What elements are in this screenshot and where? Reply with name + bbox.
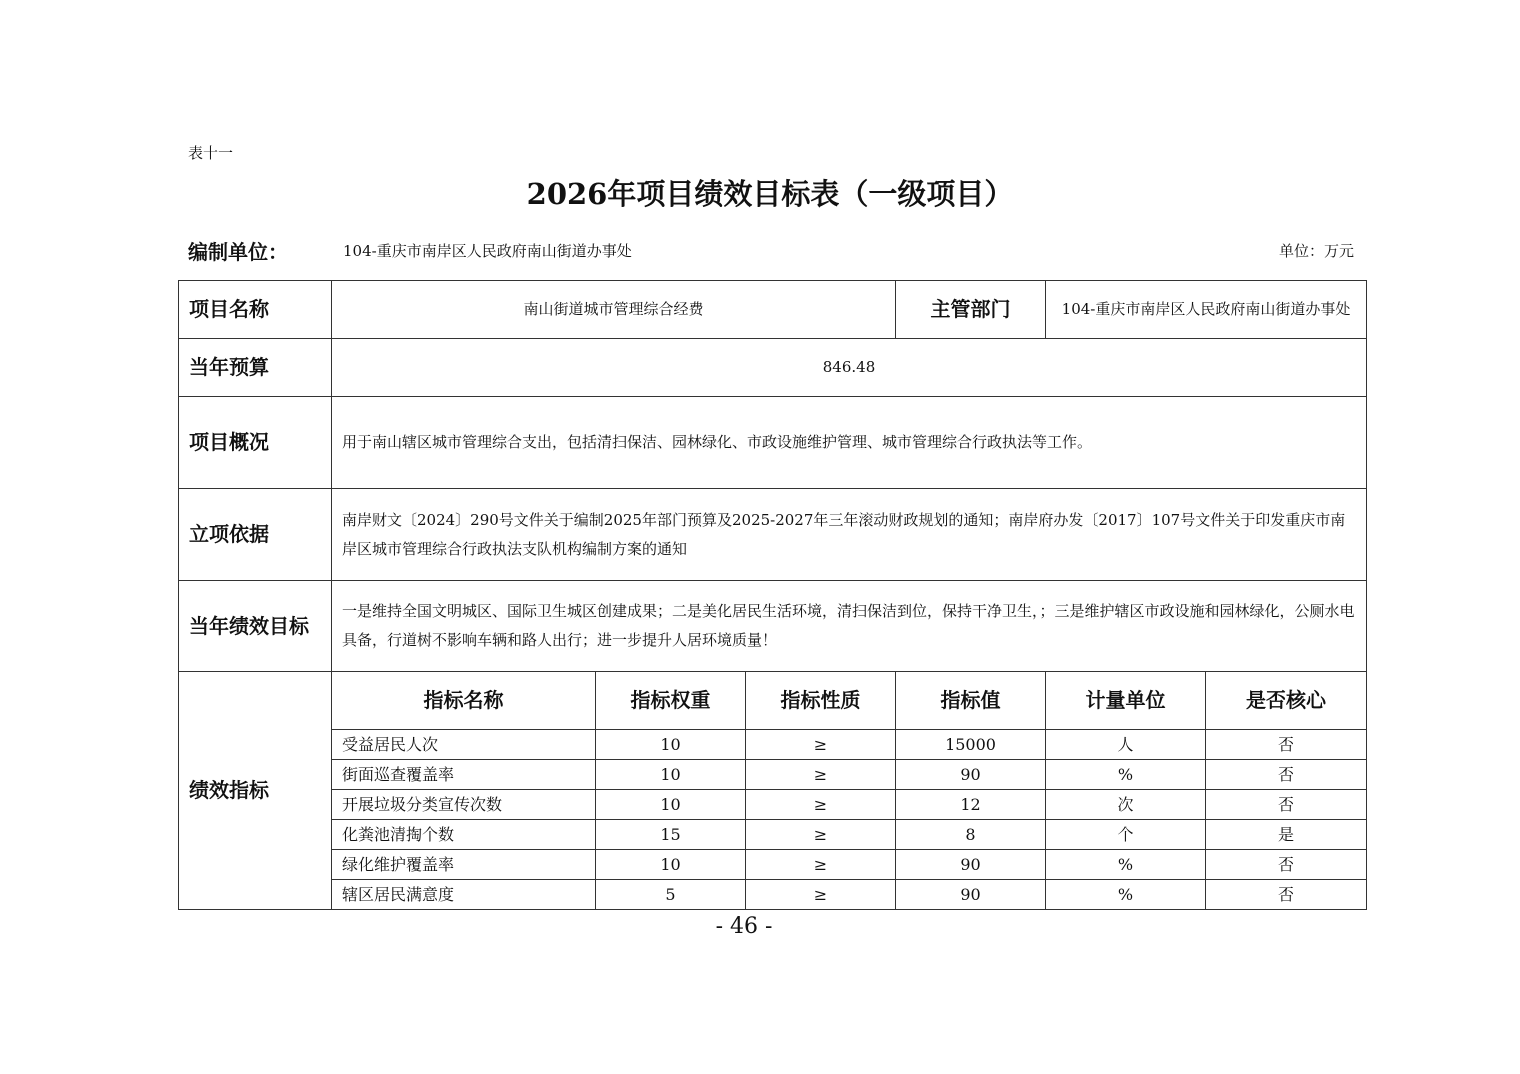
goal-label: 当年绩效目标 [179, 581, 332, 672]
indicator-cell: 90 [896, 850, 1046, 880]
indicator-cell: 个 [1046, 820, 1206, 850]
indicator-cell: 是 [1206, 820, 1367, 850]
indicator-cell: 90 [896, 760, 1046, 790]
indicator-cell: ≥ [746, 760, 896, 790]
indicator-row [179, 790, 1367, 820]
indicator-cell: 辖区居民满意度 [332, 880, 596, 910]
goal-value: 一是维持全国文明城区、国际卫生城区创建成果；二是美化居民生活环境，清扫保洁到位，保持干净卫生，；三是维护辖区市政设施和园林绿化，公厕水电具备，行道树不影响车辆和路人出行；进一步提升人居环境质量！ [332, 581, 1367, 672]
indicator-cell: % [1046, 850, 1206, 880]
indicator-cell: 90 [896, 880, 1046, 910]
indicator-cell: ≥ [746, 730, 896, 760]
project-name-label: 项目名称 [179, 281, 332, 339]
performance-table [178, 280, 1367, 910]
money-unit: 单位：万元 [1278, 242, 1354, 260]
dept-value: 104-重庆市南岸区人民政府南山街道办事处 [1046, 281, 1367, 339]
indicators-label: 绩效指标 [179, 672, 332, 910]
indicator-row [179, 760, 1367, 790]
indicator-cell: 否 [1206, 760, 1367, 790]
indicator-cell: 15 [596, 820, 746, 850]
indicator-cell: 10 [596, 850, 746, 880]
indicator-cell: ≥ [746, 850, 896, 880]
indicator-row [179, 730, 1367, 760]
indicator-header: 计量单位 [1046, 672, 1206, 730]
indicator-cell: 人 [1046, 730, 1206, 760]
table-number-label: 表十一 [188, 144, 234, 162]
indicator-cell: 否 [1206, 850, 1367, 880]
indicator-cell: 5 [596, 880, 746, 910]
indicator-cell: 10 [596, 790, 746, 820]
basis-label: 立项依据 [179, 489, 332, 581]
indicator-header: 指标性质 [746, 672, 896, 730]
project-name: 南山街道城市管理综合经费 [332, 281, 896, 339]
indicator-cell: 化粪池清掏个数 [332, 820, 596, 850]
indicator-cell: % [1046, 880, 1206, 910]
budget-value: 846.48 [332, 339, 1367, 397]
indicator-header: 是否核心 [1206, 672, 1367, 730]
indicator-row [179, 850, 1367, 880]
indicator-cell: 10 [596, 730, 746, 760]
unit-label: 编制单位： [188, 240, 288, 264]
indicator-cell: ≥ [746, 820, 896, 850]
indicator-row [179, 820, 1367, 850]
overview-label: 项目概况 [179, 397, 332, 489]
indicator-cell: 绿化维护覆盖率 [332, 850, 596, 880]
indicator-cell: 否 [1206, 790, 1367, 820]
indicator-cell: 街面巡查覆盖率 [332, 760, 596, 790]
indicator-cell: 8 [896, 820, 1046, 850]
indicator-cell: ≥ [746, 790, 896, 820]
indicator-header: 指标值 [896, 672, 1046, 730]
indicator-row [179, 880, 1367, 910]
indicator-header: 指标权重 [596, 672, 746, 730]
indicator-cell: 次 [1046, 790, 1206, 820]
indicator-header: 指标名称 [332, 672, 596, 730]
indicator-cell: 15000 [896, 730, 1046, 760]
page-title: 2026年项目绩效目标表（一级项目） [526, 177, 1014, 211]
indicator-cell: 否 [1206, 880, 1367, 910]
indicator-cell: 受益居民人次 [332, 730, 596, 760]
indicator-cell: 开展垃圾分类宣传次数 [332, 790, 596, 820]
dept-label: 主管部门 [896, 281, 1046, 339]
basis-value: 南岸财文〔2024〕290号文件关于编制2025年部门预算及2025-2027年三年滚动财政规划的通知；南岸府办发〔2017〕107号文件关于印发重庆市南岸区城市管理综合行政执法支队机构编制方案的通知 [332, 489, 1367, 581]
indicator-cell: % [1046, 760, 1206, 790]
budget-label: 当年预算 [179, 339, 332, 397]
indicator-cell: 10 [596, 760, 746, 790]
indicator-cell: 12 [896, 790, 1046, 820]
page-number: - 46 - [715, 914, 773, 939]
indicator-cell: ≥ [746, 880, 896, 910]
overview-value: 用于南山辖区城市管理综合支出，包括清扫保洁、园林绿化、市政设施维护管理、城市管理综合行政执法等工作。 [332, 397, 1367, 489]
unit-value: 104-重庆市南岸区人民政府南山街道办事处 [343, 242, 632, 260]
indicator-cell: 否 [1206, 730, 1367, 760]
